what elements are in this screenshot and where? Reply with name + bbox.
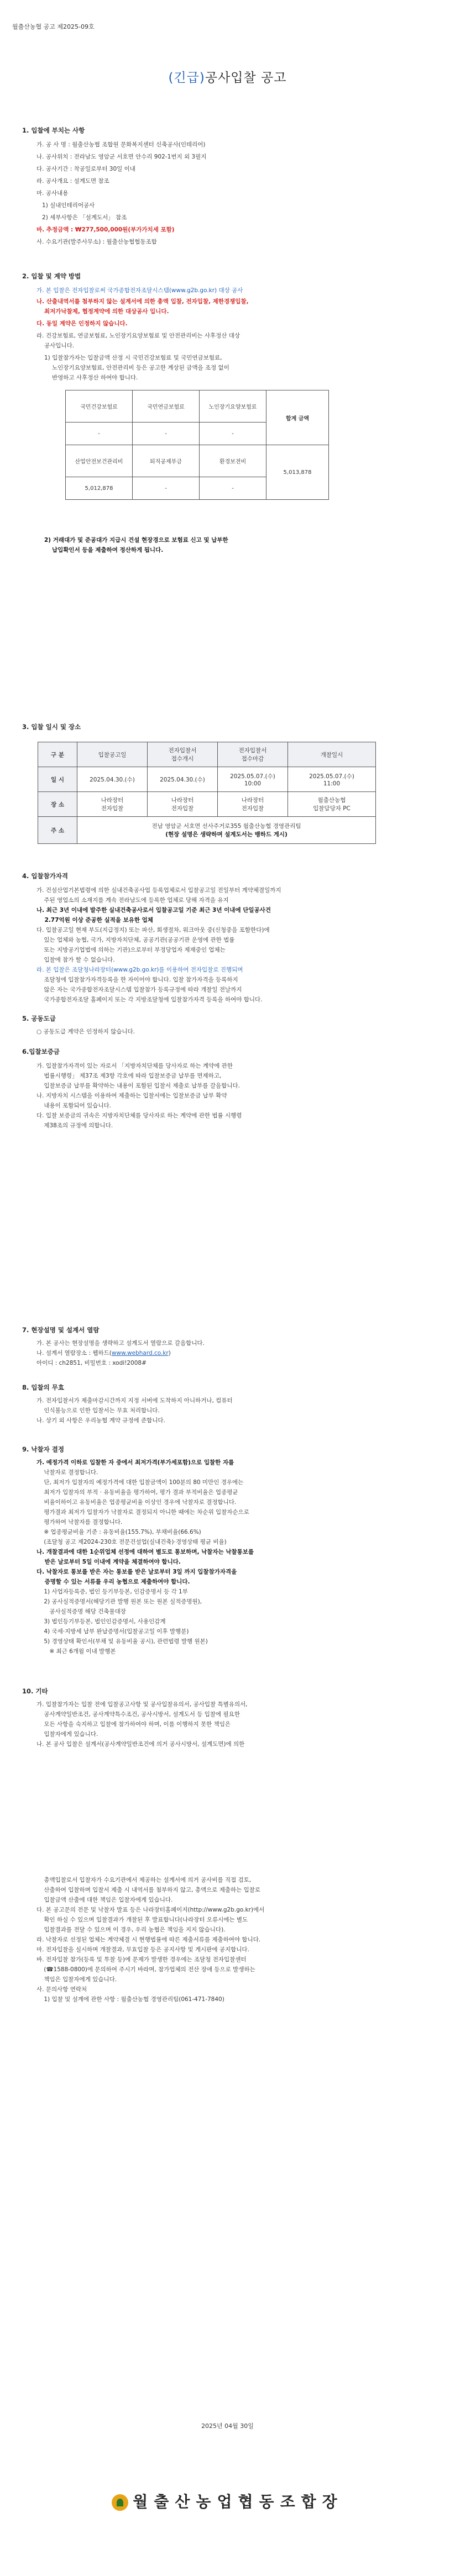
urgent-tag: (긴급)	[168, 71, 205, 85]
s6-line: 법률시행령」 제37조 제3항 각호에 따라 입찰보증금 납부를 면제하고,	[36, 1073, 222, 1079]
s2-d4: 노인장기요양보험료, 안전관리비 등은 공고한 계상된 금액을 조정 없이	[52, 365, 229, 371]
sched-col-4: 개찰일시	[288, 742, 376, 767]
section-1-heading: 1. 입찰에 부치는 사항	[22, 126, 85, 134]
s2-d5: 반영하고 사후정산 하여야 합니다.	[52, 374, 138, 381]
s1-line: 사. 수요기관(발주사무소) : 월출산농협협동조합	[36, 239, 157, 245]
s9-line: 비율이하이고 유동비율은 업종평균비율 이상인 경우에 낙찰자로 결정합니다.	[36, 1499, 237, 1506]
s9-line: 받은 날로부터 5일 이내에 계약을 체결하여야 합니다.	[36, 1559, 181, 1565]
sched-place-1: 나라장터 전자입찰	[77, 792, 148, 817]
s2-d1: 라. 건강보험료, 연금보험료, 노인장기요양보험료 및 안전관리비는 사후정산 대상	[36, 332, 240, 339]
s5-line: ○ 공동도급 계약은 인정하지 않습니다.	[36, 1028, 135, 1035]
insurance-table	[65, 390, 329, 500]
cell-r1-2: -	[200, 423, 266, 445]
sum-label: 합계 금액	[266, 390, 329, 445]
s10a-line: 가. 입찰참가자는 입찰 전에 입찰공고사항 및 공사입찰유의서, 공사입찰 특별유의서,	[36, 1701, 248, 1708]
s1-line: 마. 공사내용	[36, 190, 69, 197]
cell-h2-2: 환경보전비	[200, 445, 266, 477]
s6-line: 나. 지방자치 시스템을 이용하여 제출하는 입찰서에는 입찰보증금 납부 확약	[36, 1092, 227, 1099]
s10b-line: 확인 하실 수 있으며 입찰결과가 개찰된 후 발표합니다(나라장터 오류시에는 별도	[36, 1917, 248, 1923]
sum-value: 5,013,878	[266, 445, 329, 500]
sched-date-3: 2025.05.07.(수) 10:00	[218, 767, 288, 792]
s10b-line: (☎1588-0800)에 문의하여 주시기 바라며, 참가업체의 전산 장애 등으로 발생하는	[36, 1966, 255, 1973]
s4-line: 또는 지방공기업법에 의하는 기관)으로부터 부정당업자 제재중인 업체는	[36, 947, 226, 953]
sched-addr-label: 주 소	[38, 817, 77, 844]
s9-line: 5) 경영상태 확인서(부채 및 유동비율 공시), 관련법령 발행 원본)	[36, 1638, 208, 1645]
cell-r2-0: 5,012,878	[66, 477, 133, 500]
s1-line: 바. 추정금액 : ₩277,500,000원(부가가치세 포함)	[36, 226, 175, 233]
page-title	[0, 67, 455, 86]
cell-h1-2: 노인장기요양보험료	[200, 390, 266, 423]
s10a-line: 공사계약일반조건, 공사계약특수조건, 공사시방서, 설계도서 등 입찰에 필요한	[36, 1711, 240, 1718]
s9-line: 3) 법인등기부등본, 법인인감증명서, 사용인감계	[36, 1618, 166, 1625]
s1-line: 나. 공사위치 : 전라남도 영암군 서호면 안수리 902-1번지 외 3필지	[36, 154, 207, 160]
s9-line: 평가하여 낙찰자를 결정합니다.	[36, 1519, 123, 1525]
webhard-link[interactable]: www.webhard.co.kr	[111, 1350, 169, 1356]
s7-line-0: 가. 본 공사는 현장설명을 생략하고 설계도서 열람으로 갈음합니다.	[36, 1340, 205, 1347]
s10b-line: 사. 문의사항 연락처	[36, 1986, 87, 1993]
section-5-heading: 5. 공동도급	[22, 1015, 56, 1022]
sched-col-0: 구 분	[38, 742, 77, 767]
s4-line: 나. 최근 3년 이내에 발주한 실내건축공사로서 입찰공고일 기준 최근 3년 이내에 단일공사건	[36, 907, 271, 914]
s9-line: 나. 개찰결과에 대한 1순위업체 선정에 대하여 별도로 통보하며, 낙찰자는 낙찰통보를	[36, 1549, 254, 1555]
s10b-line: 입찰금액 산출에 대한 책임은 입찰자에게 있습니다.	[36, 1897, 173, 1903]
s10b-line: 총액입찰로서 입찰자가 수요기관에서 제공하는 설계서에 의거 공사비를 직접 검토,	[36, 1877, 252, 1883]
cell-r2-1: -	[133, 477, 200, 500]
s10b-line: 책임은 입찰자에게 있습니다.	[36, 1976, 117, 1983]
s10b-line: 마. 전자입찰을 실시하며 개찰결과, 무효입찰 등은 공지사항 및 게시판에 공지합니다.	[36, 1946, 249, 1953]
s4-line: 다. 입찰공고일 현재 부도(지급정지) 또는 파산, 회생절차, 워크아웃 중(신청중을 포함한다)에	[36, 927, 270, 933]
s7-webhard-tail: )	[168, 1350, 171, 1356]
cell-h2-1: 퇴직공제부금	[133, 445, 200, 477]
section-3-heading: 3. 입찰 일시 및 장소	[22, 723, 81, 731]
cell-h2-0: 산업안전보건관리비	[66, 445, 133, 477]
s8-line: 나. 상기 외 사항은 우리농협 계약 규정에 준합니다.	[36, 1417, 165, 1424]
s6-line: 입찰보증금 납부를 확약하는 내용이 포함된 입찰서 제출로 납부를 갈음합니다.	[36, 1083, 240, 1089]
s8-line: 인식불능으로 인한 입찰서는 무효 처리합니다.	[36, 1407, 160, 1414]
s10b-line: 다. 본 공고문의 전문 및 낙찰자 발표 등은 나라장터홈페이지(http://www.g2b.go.kr)에서	[36, 1907, 265, 1913]
sched-addr	[77, 817, 376, 844]
s1-line: 1) 실내인테리어공사	[36, 202, 95, 209]
s2-e1: 2) 거래대가 및 준공대가 지급시 건설 현장경으로 보험료 신고 및 납부한	[44, 537, 228, 543]
notice-reference: 월출산농협 공고 제2025-09호	[12, 23, 95, 30]
s2-b2: 최저가낙찰제, 협정계약에 의한 대상공사 입니다.	[44, 308, 169, 315]
s4-line: 주된 영업소의 소재지를 계속 전라남도에 등록한 업체로 당해 자격을 유지	[36, 897, 229, 904]
s6-line: 내용이 포함되어 있습니다.	[36, 1102, 111, 1109]
s9-line: 다. 낙찰자로 통보를 받은 자는 통보를 받은 날로부터 3일 까지 입찰참가자격을	[36, 1569, 237, 1575]
cell-r2-2: -	[200, 477, 266, 500]
sched-date-4: 2025.05.07.(수) 11:00	[288, 767, 376, 792]
s9-line: ※ 최근 6개월 이내 발행본	[36, 1648, 116, 1655]
s7-webhard	[36, 1349, 171, 1358]
issuer-seal	[0, 2490, 455, 2512]
sched-col-2: 전자입찰서 접수개시	[148, 742, 218, 767]
section-4-heading: 4. 입찰참가자격	[22, 872, 69, 880]
s10b-line: 입찰결과를 전달 수 있으며 이 경우, 우리 농협은 책임을 지지 않습니다).	[36, 1926, 226, 1933]
s8-line: 가. 전자입찰서가 제출마감시간까지 지정 서버에 도착하지 아니하거나, 컴퓨터	[36, 1397, 233, 1404]
s10a-line: 입찰자에게 있습니다.	[36, 1731, 98, 1738]
s7-line-2: 아이디 : ch2851, 비밀번호 : xodi!2008#	[36, 1360, 147, 1366]
s9-line: 최저가 입찰자의 부적 · 유동비율을 평가하여, 평가 결과 부적비율은 업종평균	[36, 1489, 238, 1496]
sched-place-4: 월출산농협 입찰담당자 PC	[288, 792, 376, 817]
s7-webhard-label: 나. 설계서 열람장소 : 웹하드(	[36, 1350, 112, 1356]
sched-addr-line1: 전남 영암군 서호면 선사주거로355 월출산농협 경영관리팀	[151, 823, 301, 830]
s4-line: 있는 업체와 농협, 국가, 지방자치단체, 공공기관(공공기관 운영에 관한 법률	[36, 937, 235, 943]
s10a-line: 나. 본 공사 입찰은 설계서(공사계약일반조건에 의거 공사시방서, 설계도면)에 의한	[36, 1741, 245, 1748]
s9-line: 1) 사업자등록증, 법인 등기부등본, 인감증명서 등 각 1부	[36, 1588, 188, 1595]
section-7-heading: 7. 현장설명 및 설계서 열람	[22, 1326, 100, 1334]
s6-line: 가. 입찰참가자격이 있는 자로서 「지방자치단체를 당사자로 하는 계약에 관한	[36, 1063, 233, 1069]
s2-a: 가. 본 입찰은 전자입찰로써 국가종합전자조달시스템(www.g2b.go.kr) 대상 공사	[36, 287, 243, 294]
s10b-line: 라. 낙찰자로 선정된 업체는 계약체결 시 현행법률에 따른 제출서류를 제출하여야 합니다.	[36, 1936, 261, 1943]
sched-place-3: 나라장터 전자입찰	[218, 792, 288, 817]
s2-b1: 나. 산출내역서를 첨부하지 않는 설계서에 의한 총액 입찰, 전자입찰, 제한경쟁입찰,	[36, 298, 249, 305]
notice-date: 2025년 04월 30일	[201, 2422, 254, 2430]
s1-line: 2) 세부사항은 「설계도서」 참조	[36, 214, 127, 221]
s2-c: 다. 동일 계약은 인정하지 않습니다.	[36, 320, 128, 327]
issuer-name: 월출산농업협동조합장	[133, 2493, 343, 2511]
s4-line: 조달청에 입찰참가자격등록을 한 자이어야 합니다. 입찰 참가자격을 등록하지	[36, 976, 238, 983]
s9-line: 평가결과 최저가 입찰자가 낙찰자로 결정되지 아니한 때에는 차순위 입찰자순으로	[36, 1509, 249, 1516]
section-2-heading: 2. 입찰 및 계약 방법	[22, 272, 81, 280]
sched-col-1: 입찰공고일	[77, 742, 148, 767]
s4-line: 입찰에 참가 할 수 없습니다.	[36, 957, 115, 963]
cell-h1-0: 국민건강보험료	[66, 390, 133, 423]
s9-line: 공사실적증명 해당 건축물대장	[36, 1608, 126, 1615]
s4-line: 국가종합전자조달 홈페이지 또는 각 지방조달청에 입찰참가자격 등록을 하여야 합니다.	[36, 996, 263, 1003]
s4-line: 2.77억원 이상 준공한 실적을 보유한 업체	[36, 917, 153, 923]
sched-col-3: 전자입찰서 접수마감	[218, 742, 288, 767]
s9-line: 증명할 수 있는 서류를 우리 농협으로 제출하여야 합니다.	[36, 1579, 190, 1585]
sched-date-2: 2025.04.30.(수)	[148, 767, 218, 792]
sched-place-2: 나라장터 전자입찰	[148, 792, 218, 817]
cell-r1-0: -	[66, 423, 133, 445]
title-text: 공사입찰 공고	[205, 71, 287, 85]
schedule-table	[38, 742, 376, 844]
s2-e2: 납입확인서 등을 제출하여 정산하게 됩니다.	[52, 547, 164, 553]
s1-line: 다. 공사기간 : 착공일로부터 30일 이내	[36, 166, 135, 172]
s4-line: 라. 본 입찰은 조달청나라장터(www.g2b.go.kr)를 이용하여 전자입찰로 진행되며	[36, 967, 243, 973]
s4-line: 않은 자는 국가종합전자조달시스템 입찰참가 등록규정에 따라 개찰일 전날까지	[36, 986, 242, 993]
s6-line: 다. 입찰 보증금의 귀속은 지방자치단체를 당사자로 하는 계약에 관한 법률 시행령	[36, 1112, 242, 1119]
s10b-line: 1) 입찰 및 설계에 관한 사항 : 월출산농협 경영관리팀(061-471-7840)	[36, 1996, 224, 2003]
sched-date-label: 일 시	[38, 767, 77, 792]
s1-line: 라. 공사개요 : 설계도면 참조	[36, 178, 109, 184]
sched-date-1: 2025.04.30.(수)	[77, 767, 148, 792]
cell-h1-1: 국민연금보험료	[133, 390, 200, 423]
s10b-line: 바. 전자입찰 참가(등록 및 투찰 등)에 문제가 발생한 경우에는 조달청 전자입찰센터	[36, 1956, 247, 1963]
s9-line: 4) 국세·지방세 납부 완납증명서(입찰공고일 이후 발행분)	[36, 1628, 189, 1635]
sched-addr-line2: (현장 설명은 생략하며 설계도서는 뱅하드 게시)	[165, 831, 287, 838]
s9-line: 단, 최저가 입찰자의 예정가격에 대한 입찰금액이 100분의 80 미만인 경우에는	[36, 1479, 244, 1486]
section-6-heading: 6.입찰보증금	[22, 1048, 60, 1055]
section-8-heading: 8. 입찰의 무효	[22, 1384, 64, 1391]
section-10-heading: 10. 기타	[22, 1687, 48, 1695]
s9-line: 2) 공사실적증명서(해당기관 발행 원본 또는 원본 실적증명원),	[36, 1598, 202, 1605]
s2-d2: 공사입니다.	[44, 342, 75, 349]
s6-line: 제38조의 규정에 의합니다.	[36, 1122, 113, 1129]
s9-line: 낙찰자로 결정합니다.	[36, 1469, 98, 1476]
s2-d3: 1) 입찰참가자는 입찰금액 산정 시 국민건강보험료 및 국민연금보험료,	[44, 355, 222, 361]
sched-place-label: 장 소	[38, 792, 77, 817]
nonghyup-logo-icon	[112, 2494, 128, 2511]
s10b-line: 산출하여 입찰하며 입찰서 제출 시 내역서를 첨부하지 않고, 총액으로 제출하는 입찰로	[36, 1887, 261, 1893]
section-9-heading: 9. 낙찰자 결정	[22, 1445, 64, 1453]
s4-line: 가. 건설산업기본법령에 의한 실내건축공사업 등록업체로서 입찰공고일 전일부터 계약체결일까지	[36, 887, 281, 894]
s1-line: 가. 공 사 명 : 월출산농협 조합원 문화복지센터 신축공사(인테리어)	[36, 141, 206, 148]
s9-line: ※ 업종평균비율 기준 : 유동비율(155.7%), 부채비율(66.6%)	[36, 1529, 201, 1535]
s9-line: 가. 예정가격 이하로 입찰한 자 중에서 최저가격(부가세포함)으로 입찰한 자를	[36, 1459, 234, 1466]
s10a-line: 모든 사항을 숙지하고 입찰에 참가하여야 하며, 이를 이행하지 못한 책임은	[36, 1721, 231, 1728]
s9-line: (조달청 공고 제2024-230호 전문건설업(실내건축)·경영상태 평균 비율)	[36, 1539, 227, 1545]
cell-r1-1: -	[133, 423, 200, 445]
